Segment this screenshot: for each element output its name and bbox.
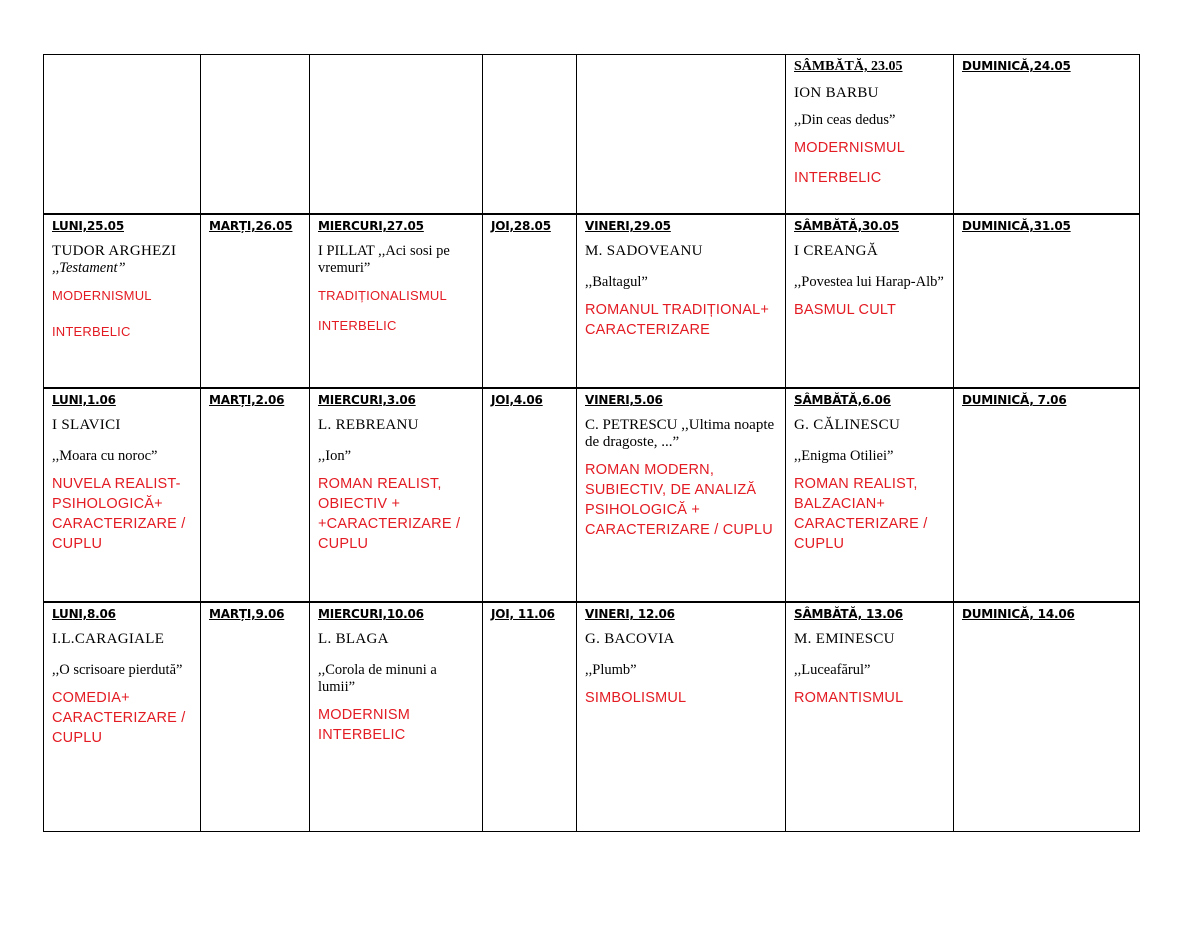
table-cell [201, 55, 310, 215]
work-title: ,,O scrisoare pierdută” [52, 662, 183, 678]
literary-note: INTERBELIC [52, 324, 131, 339]
literary-note: ROMAN REALIST, BALZACIAN+ CARACTERIZARE / CUPLU [794, 476, 928, 552]
day-heading: SÂMBĂTĂ, 13.06 [794, 607, 903, 621]
literary-note: INTERBELIC [318, 318, 397, 333]
work-title: ,,Din ceas dedus” [794, 112, 896, 128]
author-name: M. SADOVEANU [585, 243, 703, 259]
day-heading: MIERCURI,27.05 [318, 219, 424, 233]
literary-note: COMEDIA+ CARACTERIZARE / CUPLU [52, 690, 186, 746]
author-name: L. REBREANU [318, 417, 419, 433]
literary-note: MODERNISMUL [52, 288, 152, 303]
table-cell [310, 602, 483, 832]
work-title: ,,Plumb” [585, 662, 637, 678]
literary-note: BASMUL CULT [794, 302, 897, 318]
author-name: I.L.CARAGIALE [52, 631, 165, 647]
day-heading: MIERCURI,10.06 [318, 607, 424, 621]
literary-note: MODERNISM INTERBELIC [318, 707, 411, 743]
author-name: I CREANGĂ [794, 243, 878, 259]
table-cell [201, 602, 310, 832]
author-name: ION BARBU [794, 85, 879, 101]
day-heading: MARȚI,26.05 [209, 219, 293, 233]
table-cell [201, 388, 310, 602]
table-cell [786, 55, 954, 215]
day-heading: VINERI, 12.06 [585, 607, 675, 621]
literary-note: ROMAN REALIST, OBIECTIV + +CARACTERIZARE / CUPLU [318, 476, 461, 552]
day-heading: DUMINICĂ,31.05 [962, 219, 1071, 233]
day-heading: JOI, 11.06 [491, 607, 555, 621]
day-heading: SÂMBĂTĂ,30.05 [794, 219, 899, 233]
literary-note: SIMBOLISMUL [585, 690, 687, 706]
literary-note: NUVELA REALIST-PSIHOLOGICĂ+ CARACTERIZARE / CUPLU [52, 476, 186, 552]
literary-note: ROMANTISMUL [794, 690, 904, 706]
author-name: I PILLAT ,,Aci sosi pe vremuri” [318, 243, 450, 276]
table-cell [954, 214, 1140, 388]
table-row [44, 55, 1140, 215]
day-heading: SÂMBĂTĂ,6.06 [794, 393, 891, 407]
literary-note: INTERBELIC [794, 170, 882, 186]
table-cell [786, 388, 954, 602]
day-heading: LUNI,8.06 [52, 607, 116, 621]
author-name: M. EMINESCU [794, 631, 895, 647]
author-name: L. BLAGA [318, 631, 389, 647]
day-heading: LUNI,1.06 [52, 393, 116, 407]
author-name: G. CĂLINESCU [794, 417, 901, 433]
table-cell [577, 55, 786, 215]
work-title: ,,Luceafărul” [794, 662, 871, 678]
author-name: G. BACOVIA [585, 631, 675, 647]
literary-note: ROMAN MODERN, SUBIECTIV, DE ANALIZĂ PSIHOLOGICĂ + CARACTERIZARE / CUPLU [585, 462, 773, 538]
day-heading: MARȚI,2.06 [209, 393, 285, 407]
work-title: ,,Enigma Otiliei” [794, 448, 894, 464]
day-heading: MIERCURI,3.06 [318, 393, 416, 407]
table-row [44, 388, 1140, 602]
work-title: ,,Ion” [318, 448, 352, 464]
day-heading: VINERI,5.06 [585, 393, 663, 407]
table-cell [483, 388, 577, 602]
table-cell [310, 55, 483, 215]
author-name: TUDOR ARGHEZI [52, 243, 177, 259]
work-title: ,,Povestea lui Harap-Alb” [794, 274, 944, 290]
table-cell [577, 214, 786, 388]
table-cell [44, 55, 201, 215]
table-cell [44, 602, 201, 832]
work-title: ,,Testament” [52, 260, 126, 276]
literary-note: TRADIȚIONALISMUL [318, 288, 447, 303]
table-cell [954, 55, 1140, 215]
table-cell [310, 388, 483, 602]
day-heading: JOI,28.05 [491, 219, 551, 233]
table-cell [954, 388, 1140, 602]
table-cell [786, 214, 954, 388]
work-title: ,,Corola de minuni a lumii” [318, 662, 437, 695]
table-cell [310, 214, 483, 388]
literary-note: ROMANUL TRADIȚIONAL+ CARACTERIZARE [585, 302, 770, 338]
table-row [44, 602, 1140, 832]
table-cell [44, 388, 201, 602]
day-heading: LUNI,25.05 [52, 219, 124, 233]
table-cell [483, 214, 577, 388]
table-cell [201, 214, 310, 388]
day-heading: MARȚI,9.06 [209, 607, 285, 621]
day-heading: DUMINICĂ, 7.06 [962, 393, 1067, 407]
author-name: I SLAVICI [52, 417, 121, 433]
day-heading: SÂMBĂTĂ, 23.05 [794, 59, 903, 74]
table-cell [954, 602, 1140, 832]
table-cell [786, 602, 954, 832]
literary-note: MODERNISMUL [794, 140, 905, 156]
day-heading: DUMINICĂ, 14.06 [962, 607, 1075, 621]
table-row [44, 214, 1140, 388]
table-cell [483, 602, 577, 832]
day-heading: JOI,4.06 [491, 393, 543, 407]
table-cell [577, 602, 786, 832]
table-cell [44, 214, 201, 388]
work-title: ,,Moara cu noroc” [52, 448, 158, 464]
schedule-table [43, 54, 1140, 832]
table-cell [577, 388, 786, 602]
work-title: ,,Baltagul” [585, 274, 648, 290]
author-name: C. PETRESCU ,,Ultima noapte de dragoste, ...” [585, 417, 775, 450]
day-heading: DUMINICĂ,24.05 [962, 59, 1071, 73]
table-cell [483, 55, 577, 215]
day-heading: VINERI,29.05 [585, 219, 671, 233]
